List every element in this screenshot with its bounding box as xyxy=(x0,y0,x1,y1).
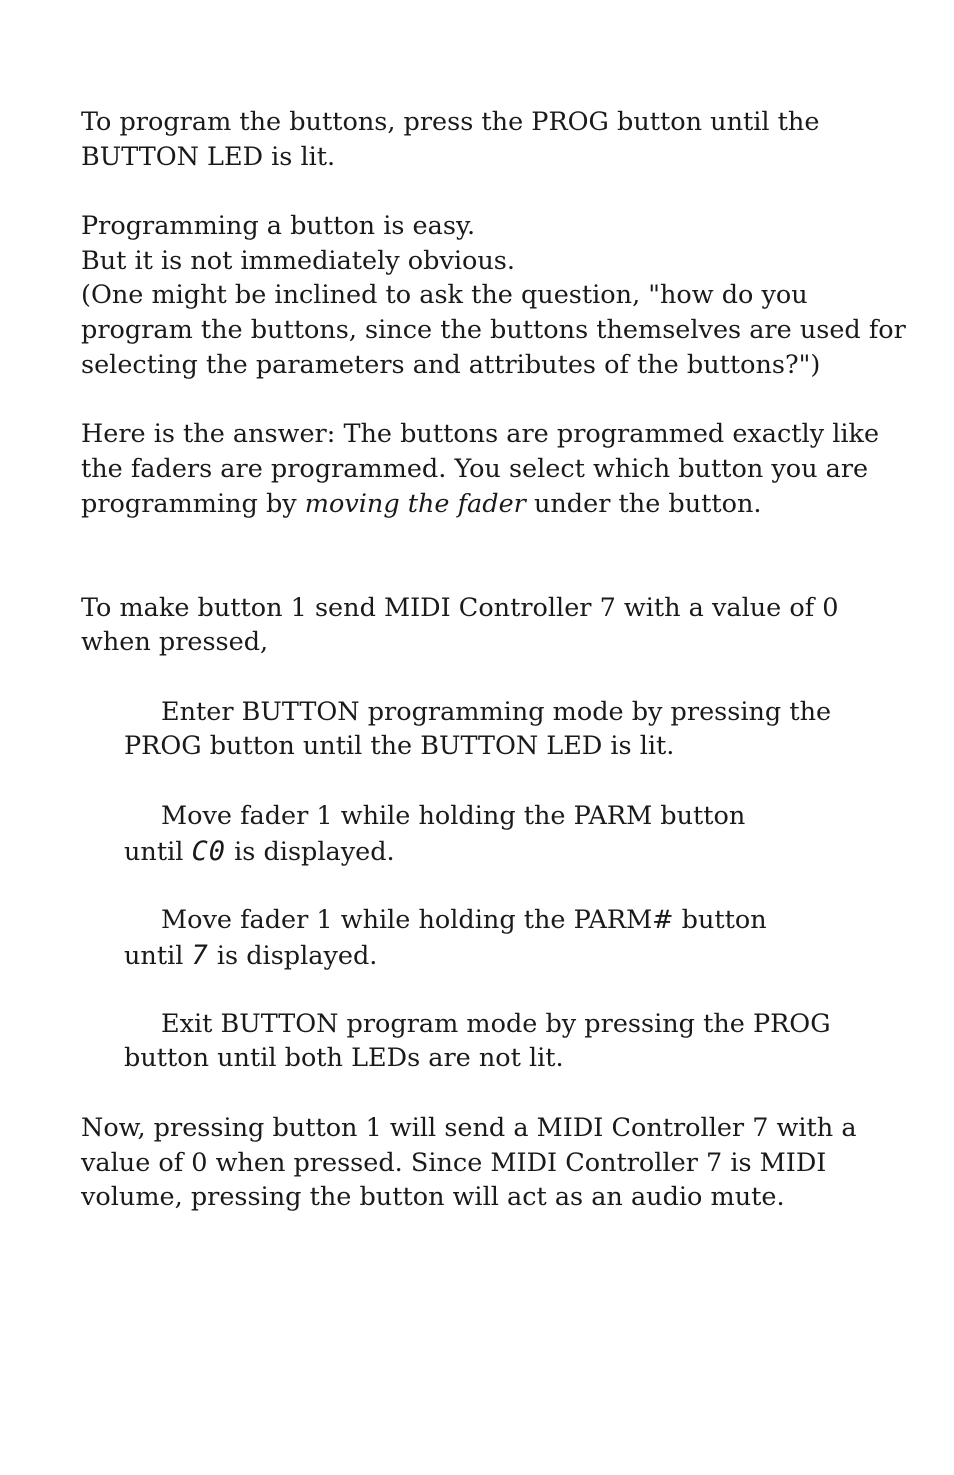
step-2-line-1: Move fader 1 while holding the PARM button xyxy=(161,801,746,831)
step-4-line-2: button until both LEDs are not lit. xyxy=(124,1043,564,1073)
step-4-line-1: Exit BUTTON program mode by pressing the PROG xyxy=(161,1009,831,1039)
easy-line-1: Programming a button is easy. xyxy=(81,211,476,241)
answer-line-3-start: programming by xyxy=(81,489,305,519)
step-2-line-2 xyxy=(124,838,395,866)
easy-line-5: selecting the parameters and attributes of the buttons?") xyxy=(81,350,821,380)
intro-line-1: To program the buttons, press the PROG button until the xyxy=(81,107,820,137)
led-display-c0: C0 xyxy=(191,836,227,867)
step-3-until: until xyxy=(124,941,192,971)
step-2-displayed: is displayed. xyxy=(226,837,395,867)
step-3-displayed: is displayed. xyxy=(208,941,378,971)
step-3-line-2 xyxy=(124,942,377,970)
answer-line-3-end: under the button. xyxy=(525,489,762,519)
result-line-1: Now, pressing button 1 will send a MIDI Controller 7 with a xyxy=(81,1113,857,1143)
easy-line-3: (One might be inclined to ask the question, "how do you xyxy=(81,280,808,310)
step-1-line-1: Enter BUTTON programming mode by pressing the xyxy=(161,697,832,727)
answer-line-3 xyxy=(81,489,762,519)
example-line-1: To make button 1 send MIDI Controller 7 with a value of 0 xyxy=(81,593,839,623)
easy-line-2: But it is not immediately obvious. xyxy=(81,246,515,276)
step-3-line-1: Move fader 1 while holding the PARM# button xyxy=(161,905,767,935)
result-line-2: value of 0 when pressed. Since MIDI Controller 7 is MIDI xyxy=(81,1148,827,1178)
result-line-3: volume, pressing the button will act as an audio mute. xyxy=(81,1182,785,1212)
step-1-line-2: PROG button until the BUTTON LED is lit. xyxy=(124,731,675,761)
answer-emphasis: moving the fader xyxy=(304,489,526,519)
answer-line-1: Here is the answer: The buttons are programmed exactly like xyxy=(81,419,880,449)
easy-line-4: program the buttons, since the buttons themselves are used for xyxy=(81,315,906,345)
led-display-7: 7 xyxy=(191,940,209,971)
example-line-2: when pressed, xyxy=(81,627,269,657)
step-2-until: until xyxy=(124,837,192,867)
intro-line-2: BUTTON LED is lit. xyxy=(81,142,336,172)
answer-line-2: the faders are programmed. You select which button you are xyxy=(81,454,869,484)
